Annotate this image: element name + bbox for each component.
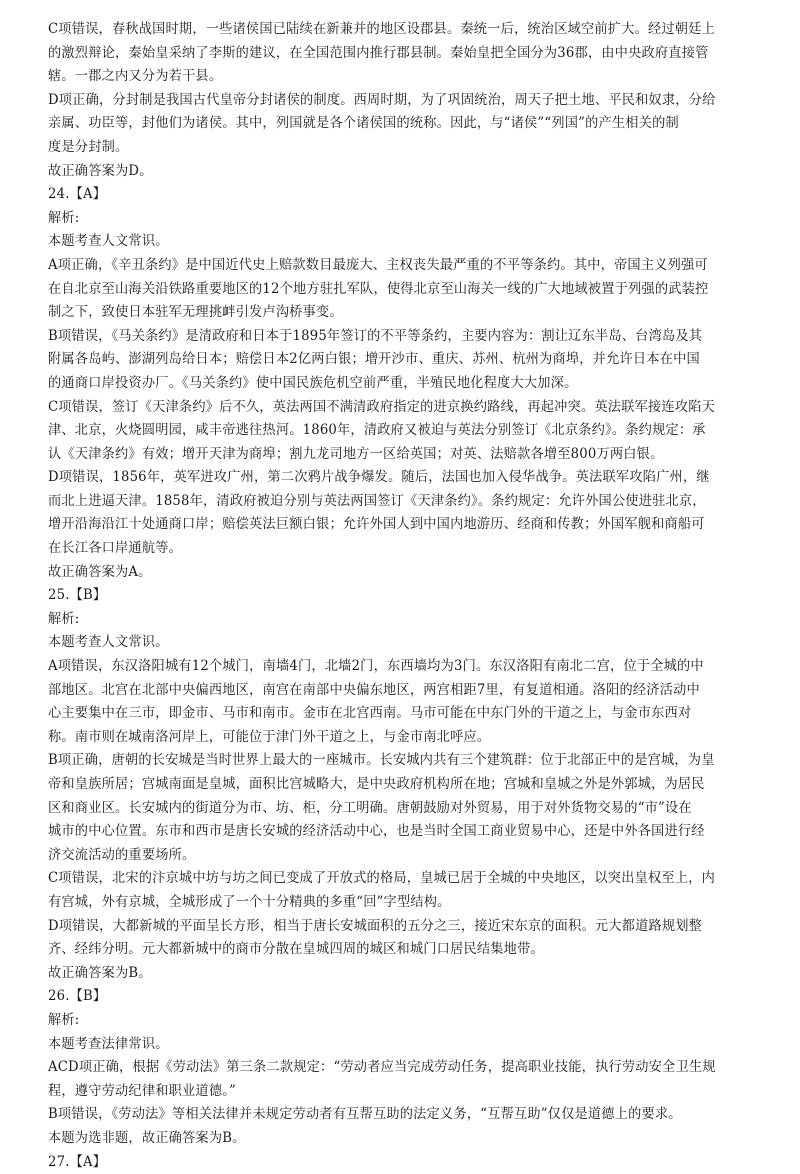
text-line: 24.【A】 [48,183,768,207]
text-line: A项正确，《辛丑条约》是中国近代史上赔款数目最庞大、主权丧失最严重的不平等条约。其中，帝国主义列强可 [48,254,768,278]
text-line: 程，遵守劳动纪律和职业道德。” [48,1080,768,1104]
text-line: C项错误，春秋战国时期，一些诸侯国已陆续在新兼并的地区设郡县。秦统一后，统治区域空前扩大。经过朝廷上 [48,18,768,42]
text-line: 解析: [48,1009,768,1033]
text-line: 亲属、功臣等，封他们为诸侯。其中，列国就是各个诸侯国的统称。因此，与“诸侯”“列国”的产生相关的制 [48,112,768,136]
text-line: B项正确，唐朝的长安城是当时世界上最大的一座城市。长安城内共有三个建筑群：位于北部正中的是宫城，为皇 [48,749,768,773]
text-line: 25.【B】 [48,584,768,608]
text-line: 津、北京，火烧圆明园，咸丰帝逃往热河。1860年，清政府又被迫与英法分别签订《北京条约》。条约规定：承 [48,419,768,443]
text-line: 27.【A】 [48,1151,768,1174]
text-line: 辖。一郡之内又分为若干县。 [48,65,768,89]
text-line: C项错误，北宋的汴京城中坊与坊之间已变成了开放式的格局，皇城已居于全城的中央地区，以突出皇权至上，内 [48,867,768,891]
text-line: 齐、经纬分明。元大都新城中的商市分散在皇城四周的城区和城门口居民结集地带。 [48,938,768,962]
text-line: 有宫城，外有京城，全城形成了一个十分精典的多重“回”字型结构。 [48,891,768,915]
text-line: 附属各岛屿、澎湖列岛给日本；赔偿日本2亿两白银；增开沙市、重庆、苏州、杭州为商埠，并允许日本在中国 [48,348,768,372]
text-line: 本题考查法律常识。 [48,1033,768,1057]
text-line: 部地区。北宫在北部中央偏西地区，南宫在南部中央偏东地区，两宫相距7里，有复道相通。洛阳的经济活动中 [48,679,768,703]
text-line: B项错误，《劳动法》等相关法律并未规定劳动者有互帮互助的法定义务，“互帮互助”仅仅是道德上的要求。 [48,1103,768,1127]
text-line: 制之下，致使日本驻军无理挑衅引发卢沟桥事变。 [48,301,768,325]
text-line: 的通商口岸投资办厂。《马关条约》使中国民族危机空前严重，半殖民地化程度大大加深。 [48,372,768,396]
text-line: 26.【B】 [48,985,768,1009]
text-line: 的激烈辩论，秦始皇采纳了李斯的建议，在全国范围内推行郡县制。秦始皇把全国分为36郡，由中央政府直接管 [48,42,768,66]
text-line: 故正确答案为D。 [48,160,768,184]
text-line: D项错误，大都新城的平面呈长方形，相当于唐长安城面积的五分之三，接近宋东京的面积。元大都道路规划整 [48,915,768,939]
text-line: 认《天津条约》有效；增开天津为商埠；割九龙司地方一区给英国；对英、法赔款各增至800万两白银。 [48,443,768,467]
text-line: 心主要集中在三市，即金市、马市和南市。金市在北宫西南。马市可能在中东门外的干道之上，与金市东西对 [48,702,768,726]
text-line: 区和商业区。长安城内的街道分为市、坊、柜，分工明确。唐朝鼓励对外贸易，用于对外货物交易的“市”设在 [48,797,768,821]
text-line: 济交流活动的重要场所。 [48,844,768,868]
text-line: 称。南市则在城南洛河岸上，可能位于津门外干道之上，与金市南北呼应。 [48,726,768,750]
text-line: ACD项正确，根据《劳动法》第三条二款规定：“劳动者应当完成劳动任务，提高职业技能，执行劳动安全卫生规 [48,1056,768,1080]
text-line: 解析: [48,608,768,632]
text-line: 解析: [48,207,768,231]
text-line: 增开沿海沿江十处通商口岸；赔偿英法巨额白银；允许外国人到中国内地游历、经商和传教；外国军舰和商船可 [48,513,768,537]
text-line: C项错误，签订《天津条约》后不久，英法两国不满清政府指定的进京换约路线，再起冲突。英法联军接连攻陷天 [48,396,768,420]
text-line: 故正确答案为B。 [48,962,768,986]
text-line: 城市的中心位置。东市和西市是唐长安城的经济活动中心，也是当时全国工商业贸易中心，还是中外各国进行经 [48,820,768,844]
text-line: 在自北京至山海关沿铁路重要地区的12个地方驻扎军队，使得北京至山海关一线的广大地域被置于列强的武装控 [48,278,768,302]
text-line: 本题考查人文常识。 [48,631,768,655]
text-line: D项正确，分封制是我国古代皇帝分封诸侯的制度。西周时期，为了巩固统治，周天子把土地、平民和奴隶，分给 [48,89,768,113]
text-line: 本题考查人文常识。 [48,230,768,254]
text-line: 本题为选非题，故正确答案为B。 [48,1127,768,1151]
text-line: D项错误，1856年，英军进攻广州，第二次鸦片战争爆发。随后，法国也加入侵华战争。英法联军攻陷广州，继 [48,466,768,490]
text-line: 帝和皇族所居；宫城南面是皇城，面积比宫城略大，是中央政府机构所在地；宫城和皇城之外是外郭城，为居民 [48,773,768,797]
text-line: B项错误，《马关条约》是清政府和日本于1895年签订的不平等条约，主要内容为：割让辽东半岛、台湾岛及其 [48,325,768,349]
text-line: 而北上进逼天津。1858年，清政府被迫分别与英法两国签订《天津条约》。条约规定：允许外国公使进驻北京， [48,490,768,514]
text-line: A项错误，东汉洛阳城有12个城门，南墙4门，北墙2门，东西墙均为3门。东汉洛阳有南北二宫，位于全城的中 [48,655,768,679]
text-line: 度是分封制。 [48,136,768,160]
document-page [48,18,784,1174]
text-line: 在长江各口岸通航等。 [48,537,768,561]
text-line: 故正确答案为A。 [48,561,768,585]
